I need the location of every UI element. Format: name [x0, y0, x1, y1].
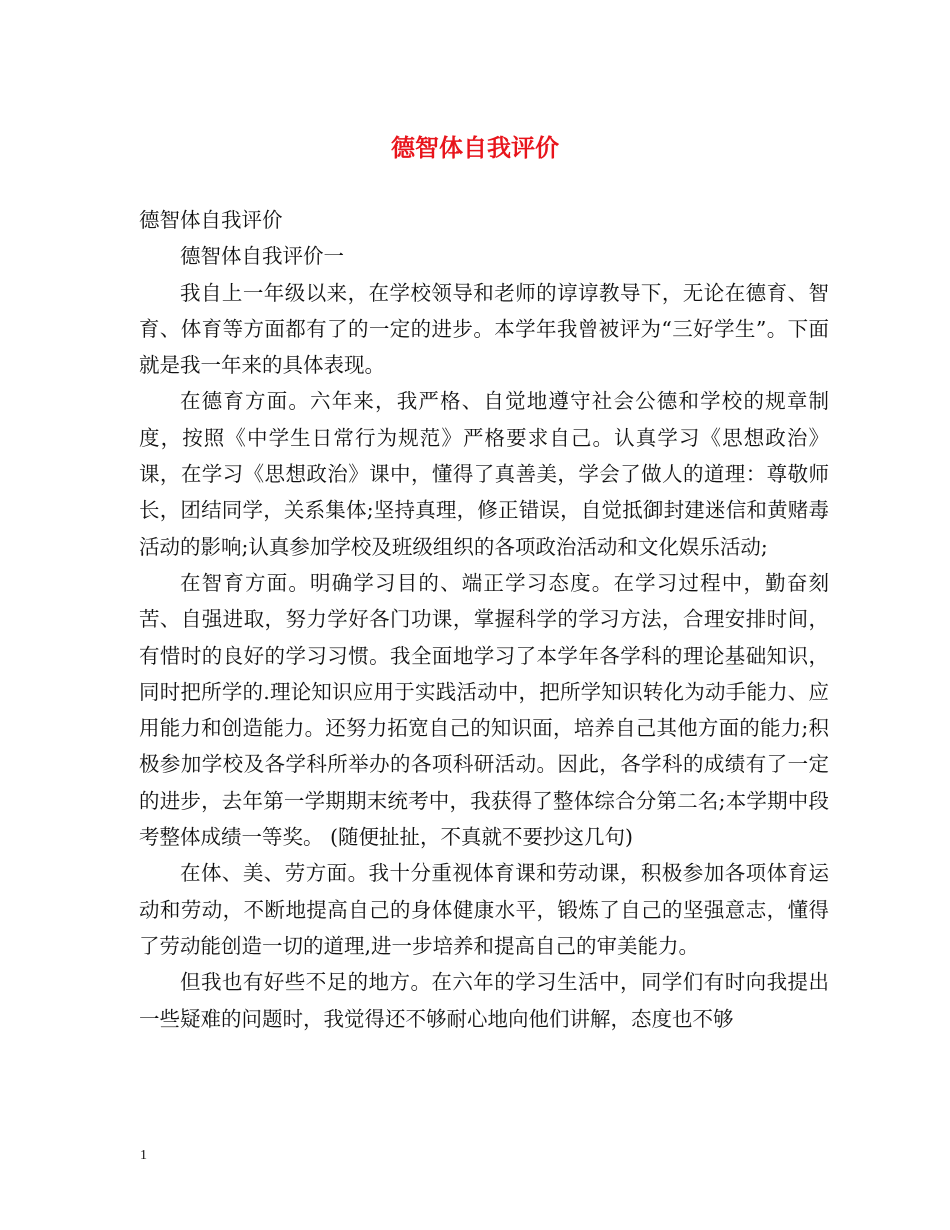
page-number: 1: [140, 1148, 147, 1163]
document-title: 德智体自我评价: [391, 133, 559, 162]
paragraph-moral: 在德育方面。六年来，我严格、自觉地遵守社会公德和学校的规章制度，按照《中学生日常行为规范》严格要求自己。认真学习《思想政治》课，在学习《思想政治》课中，懂得了真善美，学会了做人的道理：尊敬师长，团结同学，关系集体;坚持真理，修正错误，自觉抵御封建迷信和黄赌毒活动的影响;认真参加学校及班级组织的各项政治活动和文化娱乐活动;: [139, 389, 829, 559]
paragraph-physical: 在体、美、劳方面。我十分重视体育课和劳动课，积极参加各项体育运动和劳动，不断地提高自己的身体健康水平，锻炼了自己的坚强意志，懂得了劳动能创造一切的道理,进一步培养和提高自己的审美能力。: [139, 861, 829, 958]
paragraph-intellectual: 在智育方面。明确学习目的、端正学习态度。在学习过程中，勤奋刻苦、自强进取，努力学好各门功课，掌握科学的学习方法，合理安排时间，有惜时的良好的学习习惯。我全面地学习了本学年各学科的理论基础知识，同时把所学的.理论知识应用于实践活动中，把所学知识转化为动手能力、应用能力和创造能力。还努力拓宽自己的知识面，培养自己其他方面的能力;积极参加学校及各学科所举办的各项科研活动。因此，各学科的成绩有了一定的进步，去年第一学期期末统考中，我获得了整体综合分第二名;本学期中段考整体成绩一等奖。 (随便扯扯，不真就不要抄这几句): [139, 570, 829, 850]
body-heading: 德智体自我评价: [139, 208, 283, 232]
paragraph-intro: 我自上一年级以来，在学校领导和老师的谆谆教导下，无论在德育、智育、体育等方面都有了的一定的进步。本学年我曾被评为“三好学生”。下面就是我一年来的具体表现。: [139, 280, 829, 378]
paragraph-shortcomings: 但我也有好些不足的地方。在六年的学习生活中，同学们有时向我提出一些疑难的问题时，我觉得还不够耐心地向他们讲解，态度也不够: [139, 970, 829, 1031]
document-body: [139, 202, 829, 1037]
body-subheading: 德智体自我评价一: [180, 244, 344, 269]
